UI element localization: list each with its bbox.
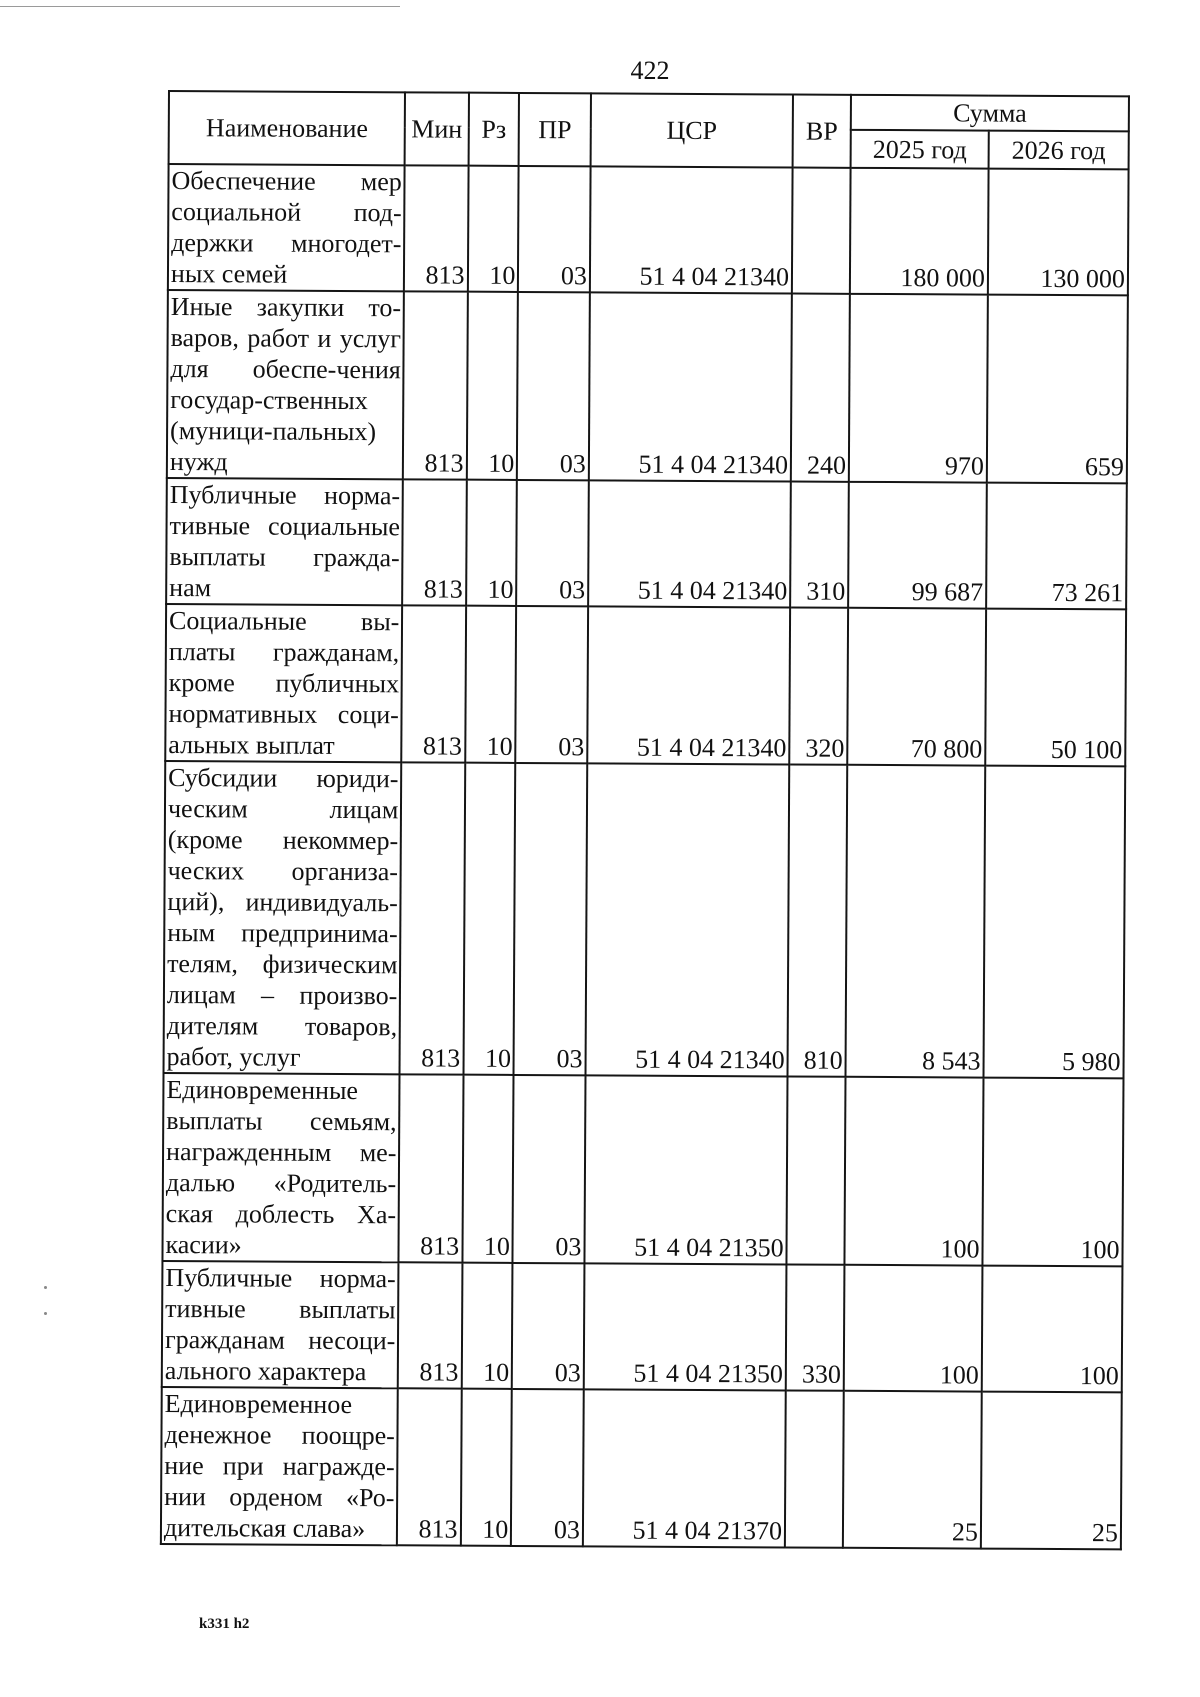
row-name: Публичные норма-тивные выплаты гражданам несоци-ального характера	[162, 1261, 399, 1388]
row-csr: 51 4 04 21350	[584, 1075, 787, 1264]
row-amount-2025: 970	[849, 294, 988, 483]
table-row	[162, 1073, 1123, 1266]
row-csr: 51 4 04 21340	[590, 166, 793, 293]
footer-code: k331 h2	[199, 1616, 250, 1632]
row-amount-2026: 50 100	[985, 609, 1126, 767]
row-amount-2026: 130 000	[988, 169, 1129, 296]
table-row	[165, 604, 1126, 766]
row-csr: 51 4 04 21340	[589, 292, 792, 481]
header-csr: ЦСР	[591, 93, 794, 167]
table-body	[161, 164, 1129, 1549]
row-rz: 10	[463, 763, 516, 1075]
page-number: 422	[630, 56, 670, 85]
table-row	[164, 761, 1126, 1078]
row-csr: 51 4 04 21340	[585, 763, 789, 1076]
header-vr: ВР	[793, 94, 851, 167]
row-rz: 10	[466, 292, 518, 480]
row-vr: 810	[788, 764, 848, 1076]
row-rz: 10	[461, 1263, 512, 1389]
table-row	[161, 1387, 1122, 1549]
row-name: Обеспечение мер социальной под-держки многодет-ных семей	[168, 164, 405, 291]
row-min: 813	[398, 1262, 462, 1388]
row-rz: 10	[460, 1389, 512, 1546]
header-year-2026: 2026 год	[989, 131, 1129, 170]
row-min: 813	[400, 762, 465, 1074]
row-vr: 320	[789, 607, 848, 764]
header-name: Наименование	[169, 91, 406, 165]
row-pr: 03	[512, 1263, 584, 1389]
row-amount-2026: 100	[982, 1266, 1123, 1393]
table-row	[162, 1261, 1123, 1392]
row-rz: 10	[467, 166, 518, 292]
row-amount-2026: 659	[987, 295, 1128, 484]
row-amount-2025: 8 543	[846, 765, 986, 1078]
row-vr	[787, 1076, 846, 1264]
row-vr	[785, 1390, 844, 1547]
row-csr: 51 4 04 21340	[587, 606, 790, 764]
row-pr: 03	[513, 1075, 586, 1263]
row-name: Единовременные выплаты семьям, награжденным ме-далью «Родитель-ская доблесть Ха-касии»	[162, 1073, 399, 1262]
row-vr: 240	[791, 293, 850, 481]
row-csr: 51 4 04 21340	[588, 480, 791, 607]
row-pr: 03	[518, 166, 590, 292]
row-min: 813	[397, 1388, 461, 1545]
row-pr: 03	[517, 292, 590, 480]
row-csr: 51 4 04 21370	[583, 1389, 786, 1547]
row-name: Единовременное денежное поощре-ние при награжде-нии орденом «Ро-дительская слава»	[161, 1387, 398, 1545]
row-min: 813	[399, 1074, 463, 1262]
table-row	[167, 290, 1128, 483]
header-min: Мин	[405, 92, 469, 165]
table-header	[169, 91, 1129, 169]
row-pr: 03	[517, 480, 589, 606]
row-amount-2025: 100	[845, 1077, 984, 1266]
row-amount-2025: 70 800	[847, 608, 986, 766]
scan-speck	[44, 1312, 47, 1315]
row-amount-2025: 99 687	[848, 482, 987, 609]
budget-table	[160, 90, 1130, 1550]
row-amount-2025: 100	[844, 1265, 983, 1392]
row-rz: 10	[466, 480, 517, 606]
row-vr	[792, 167, 851, 293]
row-vr: 330	[786, 1264, 845, 1390]
row-name: Иные закупки то-варов, работ и услуг для обеспе-чения государ-ственных (муници-пальных) нужд	[167, 290, 404, 479]
row-csr: 51 4 04 21350	[584, 1263, 787, 1390]
row-min: 813	[403, 291, 467, 479]
header-year-2025: 2025 год	[851, 130, 989, 169]
scan-top-rule	[0, 6, 400, 7]
header-rz: Рз	[468, 93, 519, 166]
row-amount-2026: 5 980	[983, 766, 1125, 1079]
table-row	[166, 478, 1127, 609]
row-amount-2026: 73 261	[986, 483, 1127, 610]
row-amount-2026: 25	[981, 1392, 1122, 1550]
header-pr: ПР	[519, 93, 591, 166]
row-vr: 310	[790, 481, 849, 607]
row-pr: 03	[511, 1389, 583, 1546]
row-rz: 10	[465, 606, 517, 763]
row-name: Социальные вы-платы гражданам, кроме публичных нормативных соци-альных выплат	[165, 604, 402, 762]
row-min: 813	[404, 165, 468, 291]
table-row	[168, 164, 1129, 295]
row-amount-2025: 180 000	[850, 168, 989, 295]
row-amount-2025: 25	[843, 1391, 982, 1549]
row-pr: 03	[516, 606, 588, 763]
row-min: 813	[402, 605, 466, 762]
budget-table-container	[160, 90, 1130, 1550]
row-amount-2026: 100	[982, 1078, 1123, 1267]
row-rz: 10	[462, 1075, 514, 1263]
header-sum: Сумма	[851, 95, 1129, 132]
row-name: Субсидии юриди-ческим лицам (кроме некоммер-ческих организа-ций), индивидуаль-ным предпринима-телям, физическим лицам – произво-дителям товаров, работ, услуг	[164, 761, 402, 1074]
row-min: 813	[402, 479, 466, 605]
row-pr: 03	[514, 763, 587, 1075]
scan-speck	[44, 1286, 47, 1289]
row-name: Публичные норма-тивные социальные выплаты гражда-нам	[166, 478, 403, 605]
